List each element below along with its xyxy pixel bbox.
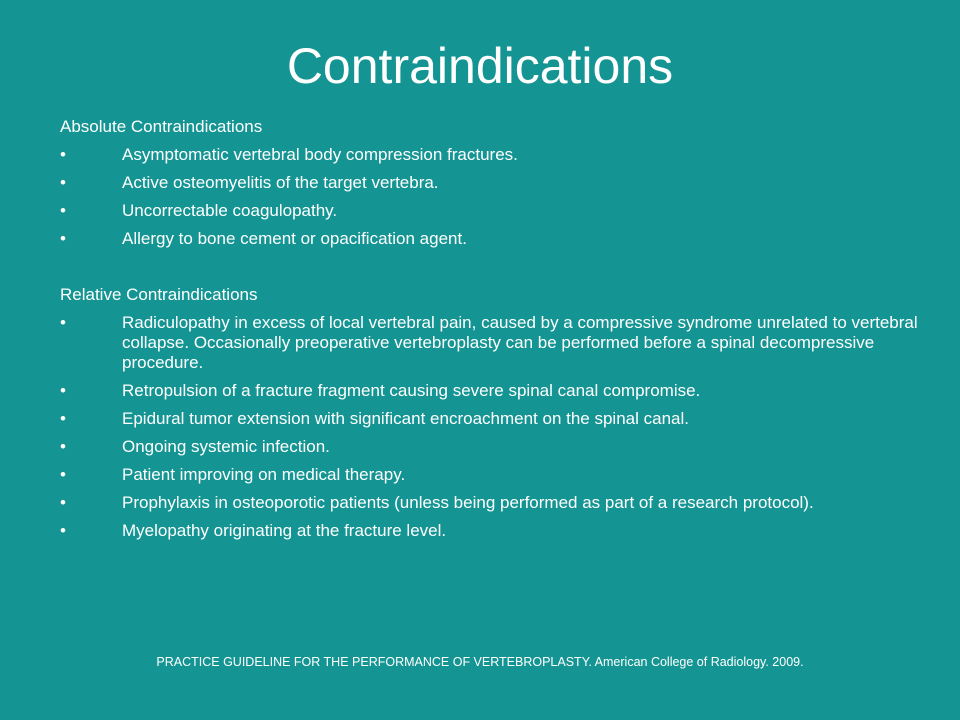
list-item [60, 437, 920, 457]
list-item [60, 173, 920, 193]
slide-title: Contraindications [286, 38, 674, 94]
list-item-text: Retropulsion of a fracture fragment causing severe spinal canal compromise. [122, 381, 701, 400]
list-item-text: Epidural tumor extension with significant encroachment on the spinal canal. [122, 409, 689, 428]
list-item [60, 201, 920, 221]
list-item-text: Active osteomyelitis of the target vertebra. [122, 173, 439, 192]
bullet-icon: • [60, 493, 66, 512]
list-item-text: Asymptomatic vertebral body compression fractures. [122, 145, 518, 164]
list-item-text: Uncorrectable coagulopathy. [122, 201, 338, 220]
list-item [60, 493, 920, 513]
list-item [60, 381, 920, 401]
list-item [60, 409, 920, 429]
bullet-icon: • [60, 437, 66, 456]
bullet-icon: • [60, 229, 66, 248]
absolute-contraindications-section [60, 117, 920, 257]
relative-contraindications-list [60, 313, 920, 541]
bullet-icon: • [60, 465, 66, 484]
bullet-icon: • [60, 313, 66, 332]
list-item [60, 229, 920, 249]
bullet-icon: • [60, 521, 66, 540]
bullet-icon: • [60, 409, 66, 428]
bullet-icon: • [60, 145, 66, 164]
list-item [60, 313, 920, 373]
bullet-icon: • [60, 201, 66, 220]
bullet-icon: • [60, 173, 66, 192]
list-item-text: Myelopathy originating at the fracture level. [122, 521, 447, 540]
section-heading-relative: Relative Contraindications [60, 285, 258, 304]
list-item [60, 465, 920, 485]
list-item [60, 145, 920, 165]
list-item [60, 521, 920, 541]
list-item-text: Prophylaxis in osteoporotic patients (unless being performed as part of a research protocol). [122, 493, 814, 512]
list-item-text: Patient improving on medical therapy. [122, 465, 406, 484]
list-item-text: Ongoing systemic infection. [122, 437, 330, 456]
bullet-icon: • [60, 381, 66, 400]
list-item-text: Allergy to bone cement or opacification agent. [122, 229, 467, 248]
list-item-text: Radiculopathy in excess of local vertebral pain, caused by a compressive syndrome unrelated to vertebral collapse. Occasionally preoperative vertebroplasty can be performed before a spinal decompressive procedure. [122, 313, 918, 372]
relative-contraindications-section [60, 285, 920, 549]
section-heading-absolute: Absolute Contraindications [60, 117, 263, 136]
absolute-contraindications-list [60, 145, 920, 249]
citation-footer: PRACTICE GUIDELINE FOR THE PERFORMANCE OF VERTEBROPLASTY. American College of Radiology. 2009. [156, 655, 804, 669]
